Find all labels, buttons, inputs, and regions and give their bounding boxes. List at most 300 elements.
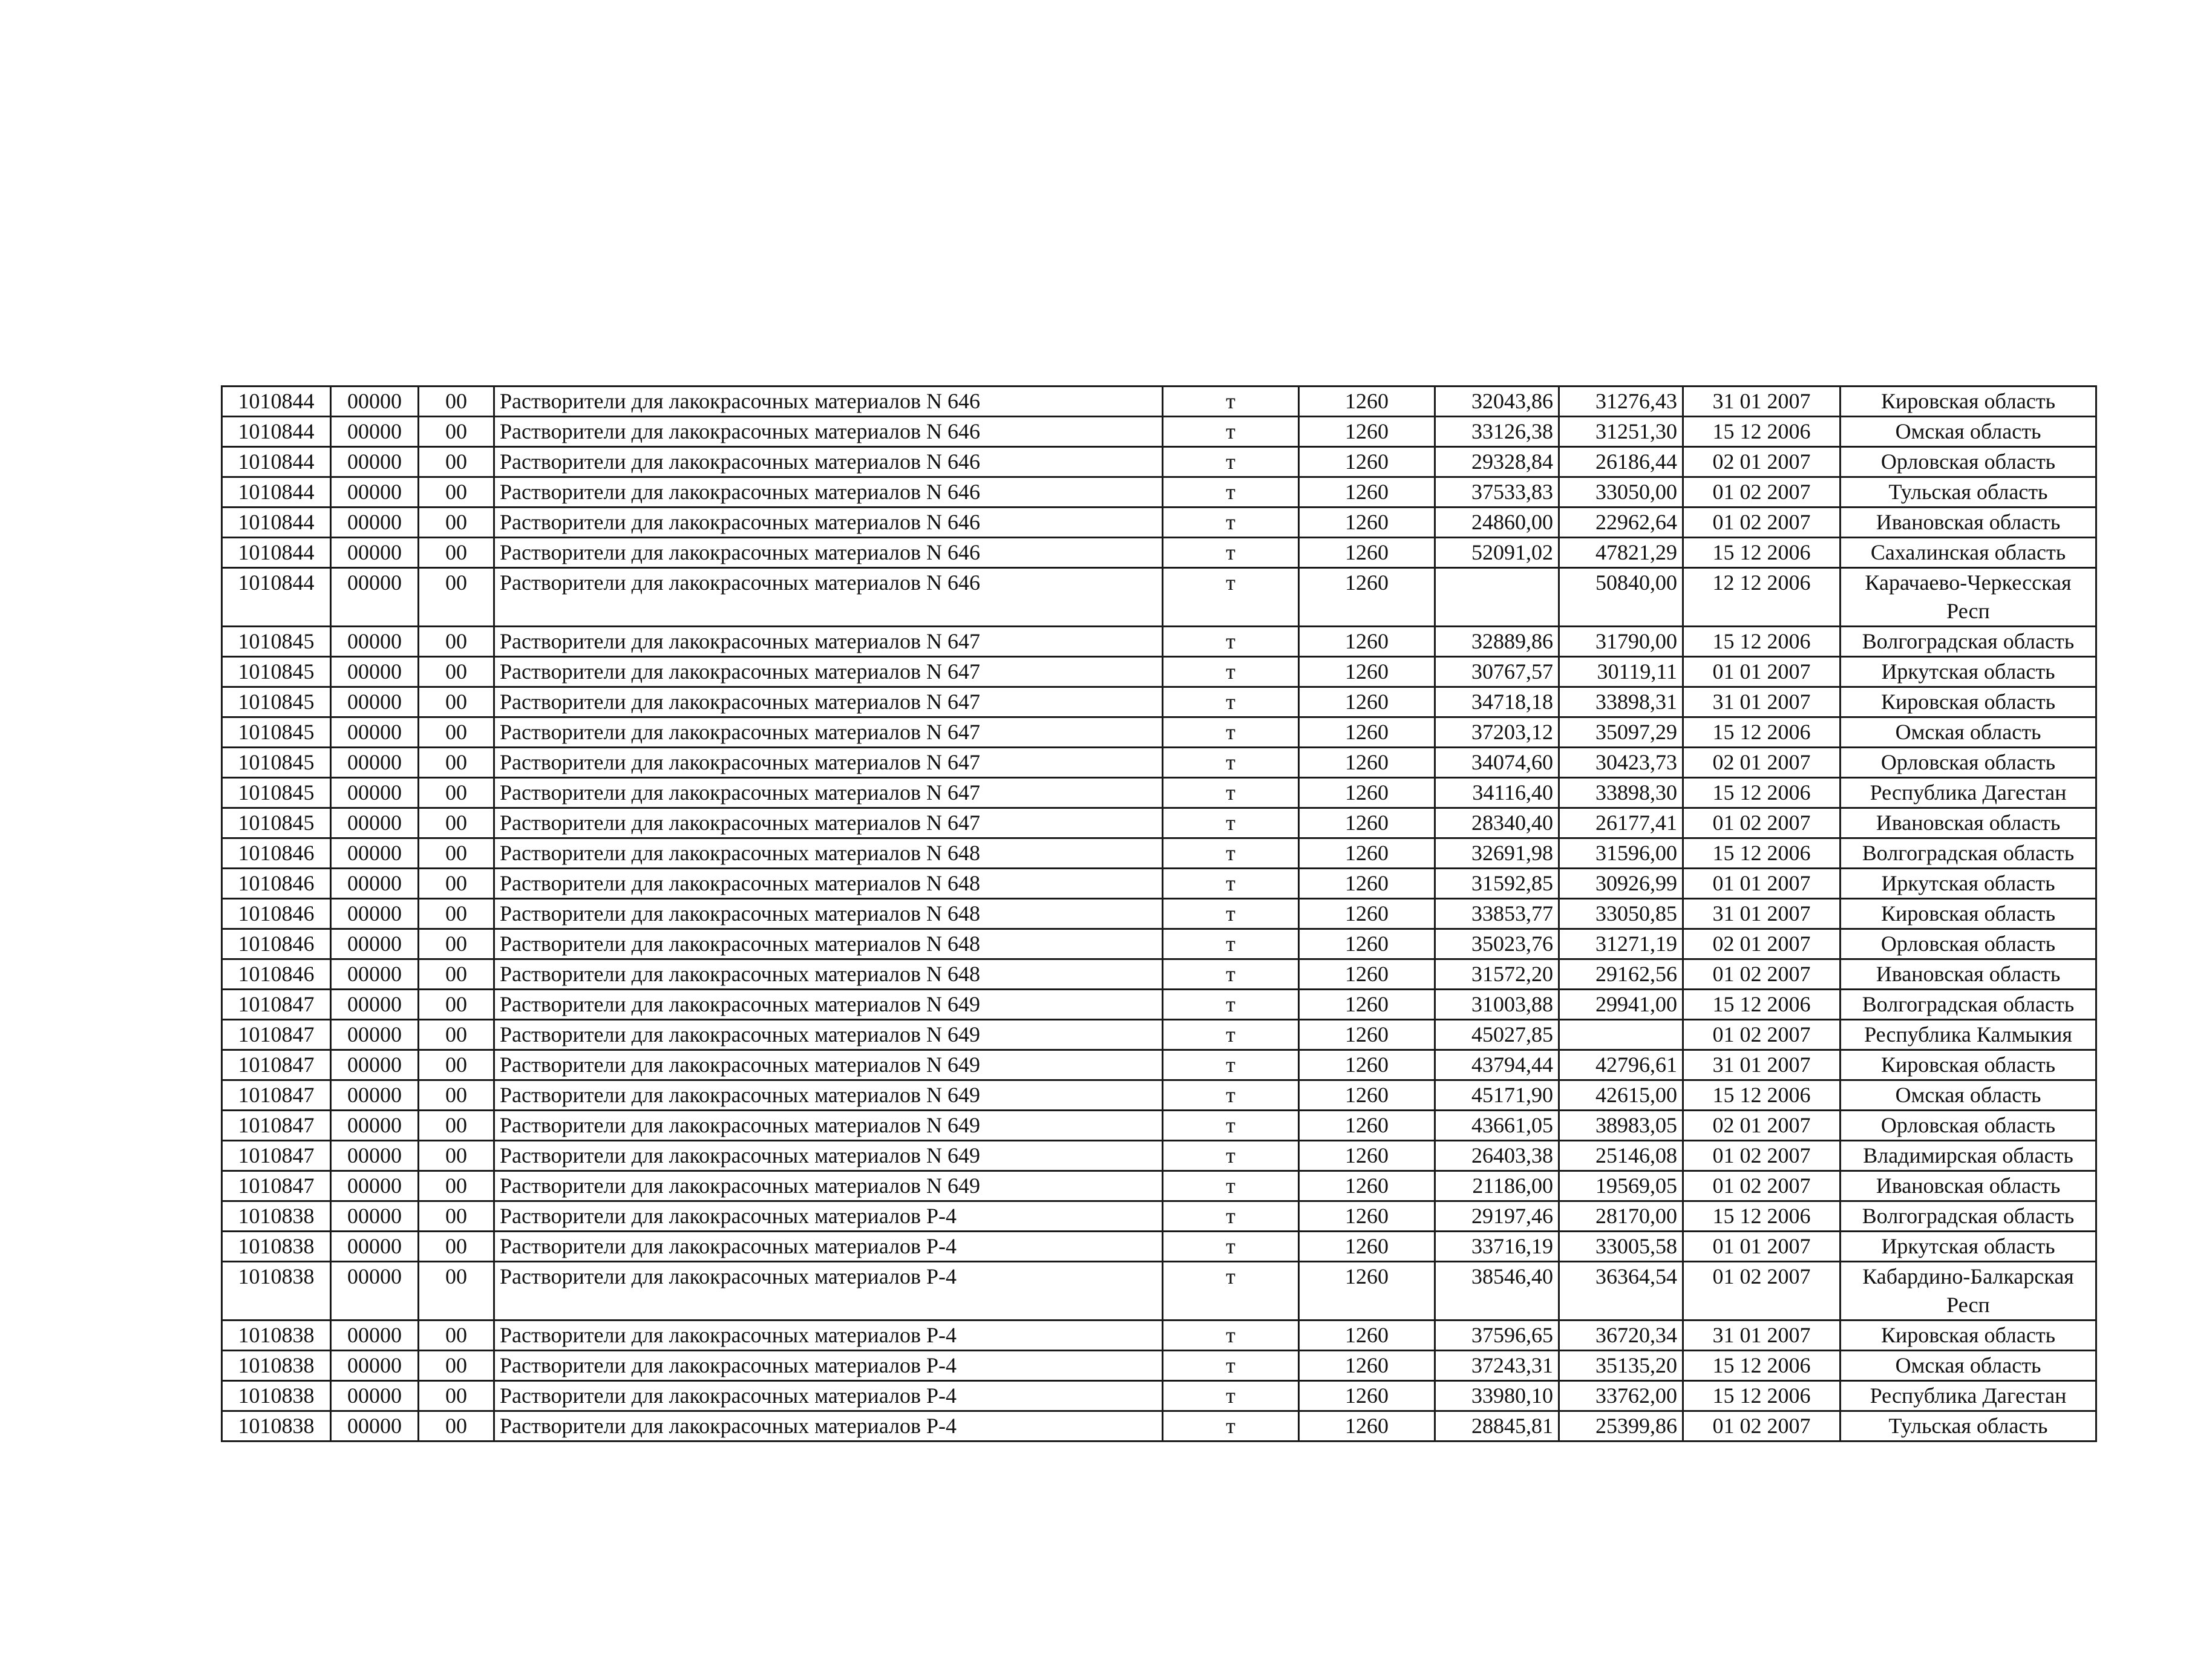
- date-cell: 15 12 2006: [1683, 417, 1841, 447]
- price-2-cell: 33762,00: [1559, 1381, 1683, 1411]
- variant-code-cell: 00: [419, 1050, 494, 1080]
- unit-cell: т: [1163, 1080, 1299, 1111]
- unit-cell: т: [1163, 778, 1299, 808]
- table-row: [222, 778, 2096, 808]
- unit-code-cell: 1260: [1299, 447, 1435, 477]
- price-2-cell: 42796,61: [1559, 1050, 1683, 1080]
- sub-code-cell: 00000: [331, 447, 419, 477]
- variant-code-cell: 00: [419, 748, 494, 778]
- variant-code-cell: 00: [419, 899, 494, 929]
- price-1-cell: 37596,65: [1435, 1321, 1559, 1351]
- price-1-cell: 45027,85: [1435, 1020, 1559, 1050]
- price-1-cell: 26403,38: [1435, 1141, 1559, 1171]
- sub-code-cell: 00000: [331, 1232, 419, 1262]
- product-code-cell: 1010838: [222, 1201, 331, 1232]
- variant-code-cell: 00: [419, 808, 494, 838]
- unit-cell: т: [1163, 1171, 1299, 1201]
- unit-cell: т: [1163, 538, 1299, 568]
- price-1-cell: 52091,02: [1435, 538, 1559, 568]
- date-cell: 15 12 2006: [1683, 990, 1841, 1020]
- product-code-cell: 1010845: [222, 657, 331, 687]
- date-cell: 01 02 2007: [1683, 1171, 1841, 1201]
- price-2-cell: 33005,58: [1559, 1232, 1683, 1262]
- product-name-cell: Растворители для лакокрасочных материалов N 649: [494, 1080, 1163, 1111]
- price-table: [221, 385, 2097, 1442]
- price-2-cell: 30423,73: [1559, 748, 1683, 778]
- price-1-cell: 38546,40: [1435, 1262, 1559, 1321]
- date-cell: 31 01 2007: [1683, 899, 1841, 929]
- table-row: [222, 869, 2096, 899]
- unit-cell: т: [1163, 508, 1299, 538]
- price-2-cell: 29162,56: [1559, 959, 1683, 990]
- product-name-cell: Растворители для лакокрасочных материалов Р-4: [494, 1321, 1163, 1351]
- unit-code-cell: 1260: [1299, 1262, 1435, 1321]
- product-name-cell: Растворители для лакокрасочных материалов N 647: [494, 808, 1163, 838]
- unit-code-cell: 1260: [1299, 959, 1435, 990]
- table-row: [222, 748, 2096, 778]
- unit-cell: т: [1163, 717, 1299, 748]
- product-code-cell: 1010844: [222, 387, 331, 417]
- region-cell: Кировская область: [1841, 1321, 2096, 1351]
- table-row: [222, 1111, 2096, 1141]
- sub-code-cell: 00000: [331, 748, 419, 778]
- price-2-cell: 42615,00: [1559, 1080, 1683, 1111]
- product-code-cell: 1010838: [222, 1381, 331, 1411]
- date-cell: 01 02 2007: [1683, 508, 1841, 538]
- price-2-cell: 25399,86: [1559, 1411, 1683, 1442]
- price-2-cell: 31276,43: [1559, 387, 1683, 417]
- sub-code-cell: 00000: [331, 1201, 419, 1232]
- sub-code-cell: 00000: [331, 627, 419, 657]
- unit-code-cell: 1260: [1299, 687, 1435, 717]
- unit-cell: т: [1163, 1351, 1299, 1381]
- variant-code-cell: 00: [419, 1141, 494, 1171]
- sub-code-cell: 00000: [331, 508, 419, 538]
- price-2-cell: 38983,05: [1559, 1111, 1683, 1141]
- sub-code-cell: 00000: [331, 959, 419, 990]
- region-cell: Республика Калмыкия: [1841, 1020, 2096, 1050]
- unit-code-cell: 1260: [1299, 627, 1435, 657]
- table-row: [222, 417, 2096, 447]
- table-row: [222, 1411, 2096, 1442]
- price-2-cell: 26177,41: [1559, 808, 1683, 838]
- date-cell: 02 01 2007: [1683, 748, 1841, 778]
- table-row: [222, 447, 2096, 477]
- variant-code-cell: 00: [419, 929, 494, 959]
- table-row: [222, 1020, 2096, 1050]
- product-code-cell: 1010838: [222, 1411, 331, 1442]
- product-code-cell: 1010838: [222, 1232, 331, 1262]
- price-1-cell: 21186,00: [1435, 1171, 1559, 1201]
- table-row: [222, 387, 2096, 417]
- variant-code-cell: 00: [419, 657, 494, 687]
- unit-code-cell: 1260: [1299, 899, 1435, 929]
- price-2-cell: 30926,99: [1559, 869, 1683, 899]
- unit-code-cell: 1260: [1299, 1411, 1435, 1442]
- region-cell: Карачаево-Черкесская Респ: [1841, 568, 2096, 627]
- unit-code-cell: 1260: [1299, 1171, 1435, 1201]
- price-1-cell: 33716,19: [1435, 1232, 1559, 1262]
- sub-code-cell: 00000: [331, 1020, 419, 1050]
- unit-cell: т: [1163, 1141, 1299, 1171]
- price-1-cell: 37243,31: [1435, 1351, 1559, 1381]
- price-1-cell: 32691,98: [1435, 838, 1559, 869]
- price-2-cell: 36364,54: [1559, 1262, 1683, 1321]
- date-cell: 02 01 2007: [1683, 447, 1841, 477]
- unit-code-cell: 1260: [1299, 1050, 1435, 1080]
- variant-code-cell: 00: [419, 1111, 494, 1141]
- product-code-cell: 1010845: [222, 627, 331, 657]
- unit-cell: т: [1163, 387, 1299, 417]
- unit-cell: т: [1163, 447, 1299, 477]
- unit-code-cell: 1260: [1299, 1111, 1435, 1141]
- sub-code-cell: 00000: [331, 838, 419, 869]
- table-row: [222, 1171, 2096, 1201]
- sub-code-cell: 00000: [331, 717, 419, 748]
- product-name-cell: Растворители для лакокрасочных материалов Р-4: [494, 1232, 1163, 1262]
- product-code-cell: 1010847: [222, 1171, 331, 1201]
- sub-code-cell: 00000: [331, 687, 419, 717]
- price-1-cell: 43661,05: [1435, 1111, 1559, 1141]
- product-code-cell: 1010838: [222, 1262, 331, 1321]
- product-name-cell: Растворители для лакокрасочных материалов N 649: [494, 1111, 1163, 1141]
- date-cell: 02 01 2007: [1683, 929, 1841, 959]
- region-cell: Орловская область: [1841, 748, 2096, 778]
- price-1-cell: 43794,44: [1435, 1050, 1559, 1080]
- price-1-cell: 37533,83: [1435, 477, 1559, 508]
- table-row: [222, 568, 2096, 627]
- region-cell: Волгоградская область: [1841, 1201, 2096, 1232]
- variant-code-cell: 00: [419, 538, 494, 568]
- region-cell: Кировская область: [1841, 687, 2096, 717]
- region-cell: Ивановская область: [1841, 959, 2096, 990]
- price-2-cell: 28170,00: [1559, 1201, 1683, 1232]
- price-2-cell: 31596,00: [1559, 838, 1683, 869]
- unit-code-cell: 1260: [1299, 717, 1435, 748]
- price-2-cell: 30119,11: [1559, 657, 1683, 687]
- price-table-body: [222, 387, 2096, 1442]
- product-name-cell: Растворители для лакокрасочных материалов N 646: [494, 417, 1163, 447]
- table-row: [222, 657, 2096, 687]
- date-cell: 15 12 2006: [1683, 1351, 1841, 1381]
- sub-code-cell: 00000: [331, 477, 419, 508]
- variant-code-cell: 00: [419, 959, 494, 990]
- product-name-cell: Растворители для лакокрасочных материалов Р-4: [494, 1201, 1163, 1232]
- unit-code-cell: 1260: [1299, 1020, 1435, 1050]
- product-name-cell: Растворители для лакокрасочных материалов N 646: [494, 477, 1163, 508]
- unit-code-cell: 1260: [1299, 477, 1435, 508]
- unit-code-cell: 1260: [1299, 387, 1435, 417]
- price-2-cell: 33898,30: [1559, 778, 1683, 808]
- product-code-cell: 1010844: [222, 508, 331, 538]
- price-2-cell: 50840,00: [1559, 568, 1683, 627]
- variant-code-cell: 00: [419, 1080, 494, 1111]
- price-1-cell: 33980,10: [1435, 1381, 1559, 1411]
- date-cell: 15 12 2006: [1683, 717, 1841, 748]
- product-name-cell: Растворители для лакокрасочных материалов N 647: [494, 657, 1163, 687]
- unit-code-cell: 1260: [1299, 568, 1435, 627]
- product-name-cell: Растворители для лакокрасочных материалов N 648: [494, 899, 1163, 929]
- region-cell: Омская область: [1841, 417, 2096, 447]
- region-cell: Владимирская область: [1841, 1141, 2096, 1171]
- product-name-cell: Растворители для лакокрасочных материалов N 646: [494, 568, 1163, 627]
- variant-code-cell: 00: [419, 1411, 494, 1442]
- product-code-cell: 1010846: [222, 959, 331, 990]
- sub-code-cell: 00000: [331, 929, 419, 959]
- price-1-cell: 37203,12: [1435, 717, 1559, 748]
- price-1-cell: 33853,77: [1435, 899, 1559, 929]
- sub-code-cell: 00000: [331, 1171, 419, 1201]
- price-2-cell: 33898,31: [1559, 687, 1683, 717]
- table-row: [222, 477, 2096, 508]
- unit-code-cell: 1260: [1299, 1321, 1435, 1351]
- product-code-cell: 1010847: [222, 990, 331, 1020]
- date-cell: 02 01 2007: [1683, 1111, 1841, 1141]
- region-cell: Орловская область: [1841, 929, 2096, 959]
- variant-code-cell: 00: [419, 417, 494, 447]
- date-cell: 15 12 2006: [1683, 538, 1841, 568]
- unit-cell: т: [1163, 1111, 1299, 1141]
- price-1-cell: 34074,60: [1435, 748, 1559, 778]
- region-cell: Кировская область: [1841, 387, 2096, 417]
- variant-code-cell: 00: [419, 1171, 494, 1201]
- unit-code-cell: 1260: [1299, 838, 1435, 869]
- table-row: [222, 1050, 2096, 1080]
- variant-code-cell: 00: [419, 627, 494, 657]
- sub-code-cell: 00000: [331, 990, 419, 1020]
- price-2-cell: 31251,30: [1559, 417, 1683, 447]
- sub-code-cell: 00000: [331, 899, 419, 929]
- price-1-cell: 28340,40: [1435, 808, 1559, 838]
- unit-cell: т: [1163, 568, 1299, 627]
- unit-cell: т: [1163, 1411, 1299, 1442]
- price-2-cell: 29941,00: [1559, 990, 1683, 1020]
- unit-code-cell: 1260: [1299, 1141, 1435, 1171]
- price-1-cell: 34718,18: [1435, 687, 1559, 717]
- unit-cell: т: [1163, 748, 1299, 778]
- unit-cell: т: [1163, 959, 1299, 990]
- sub-code-cell: 00000: [331, 1411, 419, 1442]
- sub-code-cell: 00000: [331, 387, 419, 417]
- region-cell: Волгоградская область: [1841, 838, 2096, 869]
- unit-cell: т: [1163, 1201, 1299, 1232]
- product-code-cell: 1010846: [222, 899, 331, 929]
- sub-code-cell: 00000: [331, 1050, 419, 1080]
- variant-code-cell: 00: [419, 568, 494, 627]
- date-cell: 01 02 2007: [1683, 1141, 1841, 1171]
- price-2-cell: 33050,85: [1559, 899, 1683, 929]
- date-cell: 31 01 2007: [1683, 1050, 1841, 1080]
- date-cell: 15 12 2006: [1683, 1201, 1841, 1232]
- region-cell: Орловская область: [1841, 447, 2096, 477]
- variant-code-cell: 00: [419, 1262, 494, 1321]
- sub-code-cell: 00000: [331, 417, 419, 447]
- unit-cell: т: [1163, 417, 1299, 447]
- date-cell: 31 01 2007: [1683, 387, 1841, 417]
- date-cell: 01 02 2007: [1683, 1020, 1841, 1050]
- unit-code-cell: 1260: [1299, 869, 1435, 899]
- date-cell: 01 02 2007: [1683, 959, 1841, 990]
- product-code-cell: 1010847: [222, 1141, 331, 1171]
- product-name-cell: Растворители для лакокрасочных материалов N 648: [494, 838, 1163, 869]
- product-name-cell: Растворители для лакокрасочных материалов N 647: [494, 627, 1163, 657]
- product-code-cell: 1010844: [222, 538, 331, 568]
- region-cell: Волгоградская область: [1841, 990, 2096, 1020]
- unit-cell: т: [1163, 477, 1299, 508]
- table-row: [222, 1351, 2096, 1381]
- product-name-cell: Растворители для лакокрасочных материалов N 647: [494, 748, 1163, 778]
- unit-code-cell: 1260: [1299, 657, 1435, 687]
- region-cell: Тульская область: [1841, 477, 2096, 508]
- product-code-cell: 1010847: [222, 1111, 331, 1141]
- region-cell: Омская область: [1841, 717, 2096, 748]
- table-row: [222, 717, 2096, 748]
- price-2-cell: 31790,00: [1559, 627, 1683, 657]
- region-cell: Кировская область: [1841, 899, 2096, 929]
- unit-cell: т: [1163, 627, 1299, 657]
- product-code-cell: 1010838: [222, 1321, 331, 1351]
- variant-code-cell: 00: [419, 687, 494, 717]
- product-code-cell: 1010847: [222, 1020, 331, 1050]
- unit-code-cell: 1260: [1299, 538, 1435, 568]
- variant-code-cell: 00: [419, 508, 494, 538]
- price-1-cell: [1435, 568, 1559, 627]
- date-cell: 12 12 2006: [1683, 568, 1841, 627]
- unit-code-cell: 1260: [1299, 1232, 1435, 1262]
- product-code-cell: 1010847: [222, 1080, 331, 1111]
- product-name-cell: Растворители для лакокрасочных материалов N 646: [494, 387, 1163, 417]
- date-cell: 15 12 2006: [1683, 1381, 1841, 1411]
- variant-code-cell: 00: [419, 477, 494, 508]
- date-cell: 01 01 2007: [1683, 657, 1841, 687]
- product-name-cell: Растворители для лакокрасочных материалов N 649: [494, 1141, 1163, 1171]
- price-2-cell: 31271,19: [1559, 929, 1683, 959]
- date-cell: 01 01 2007: [1683, 1232, 1841, 1262]
- product-code-cell: 1010838: [222, 1351, 331, 1381]
- variant-code-cell: 00: [419, 1201, 494, 1232]
- price-1-cell: 32043,86: [1435, 387, 1559, 417]
- region-cell: Сахалинская область: [1841, 538, 2096, 568]
- unit-code-cell: 1260: [1299, 748, 1435, 778]
- unit-code-cell: 1260: [1299, 929, 1435, 959]
- unit-cell: т: [1163, 1381, 1299, 1411]
- product-code-cell: 1010847: [222, 1050, 331, 1080]
- table-row: [222, 838, 2096, 869]
- unit-cell: т: [1163, 687, 1299, 717]
- price-1-cell: 45171,90: [1435, 1080, 1559, 1111]
- table-row: [222, 1381, 2096, 1411]
- unit-cell: т: [1163, 1020, 1299, 1050]
- unit-cell: т: [1163, 899, 1299, 929]
- unit-code-cell: 1260: [1299, 1381, 1435, 1411]
- unit-code-cell: 1260: [1299, 1351, 1435, 1381]
- sub-code-cell: 00000: [331, 568, 419, 627]
- product-name-cell: Растворители для лакокрасочных материалов N 647: [494, 717, 1163, 748]
- sub-code-cell: 00000: [331, 1381, 419, 1411]
- region-cell: Республика Дагестан: [1841, 1381, 2096, 1411]
- region-cell: Омская область: [1841, 1080, 2096, 1111]
- variant-code-cell: 00: [419, 447, 494, 477]
- price-2-cell: 47821,29: [1559, 538, 1683, 568]
- unit-code-cell: 1260: [1299, 1201, 1435, 1232]
- product-code-cell: 1010844: [222, 477, 331, 508]
- product-name-cell: Растворители для лакокрасочных материалов Р-4: [494, 1411, 1163, 1442]
- product-code-cell: 1010845: [222, 778, 331, 808]
- price-1-cell: 29328,84: [1435, 447, 1559, 477]
- region-cell: Ивановская область: [1841, 1171, 2096, 1201]
- variant-code-cell: 00: [419, 1020, 494, 1050]
- product-name-cell: Растворители для лакокрасочных материалов Р-4: [494, 1262, 1163, 1321]
- price-1-cell: 24860,00: [1435, 508, 1559, 538]
- price-2-cell: [1559, 1020, 1683, 1050]
- variant-code-cell: 00: [419, 1321, 494, 1351]
- region-cell: Республика Дагестан: [1841, 778, 2096, 808]
- unit-code-cell: 1260: [1299, 778, 1435, 808]
- region-cell: Волгоградская область: [1841, 627, 2096, 657]
- unit-cell: т: [1163, 657, 1299, 687]
- table-row: [222, 1232, 2096, 1262]
- price-1-cell: 28845,81: [1435, 1411, 1559, 1442]
- price-1-cell: 32889,86: [1435, 627, 1559, 657]
- table-row: [222, 1201, 2096, 1232]
- price-2-cell: 25146,08: [1559, 1141, 1683, 1171]
- date-cell: 01 02 2007: [1683, 477, 1841, 508]
- date-cell: 31 01 2007: [1683, 687, 1841, 717]
- product-name-cell: Растворители для лакокрасочных материалов N 649: [494, 1171, 1163, 1201]
- table-row: [222, 1080, 2096, 1111]
- date-cell: 15 12 2006: [1683, 778, 1841, 808]
- variant-code-cell: 00: [419, 1232, 494, 1262]
- price-1-cell: 31592,85: [1435, 869, 1559, 899]
- unit-code-cell: 1260: [1299, 808, 1435, 838]
- table-row: [222, 1141, 2096, 1171]
- product-code-cell: 1010844: [222, 447, 331, 477]
- date-cell: 15 12 2006: [1683, 627, 1841, 657]
- product-name-cell: Растворители для лакокрасочных материалов N 649: [494, 1020, 1163, 1050]
- price-1-cell: 31572,20: [1435, 959, 1559, 990]
- region-cell: Иркутская область: [1841, 869, 2096, 899]
- unit-code-cell: 1260: [1299, 508, 1435, 538]
- sub-code-cell: 00000: [331, 869, 419, 899]
- price-1-cell: 33126,38: [1435, 417, 1559, 447]
- product-code-cell: 1010845: [222, 717, 331, 748]
- unit-cell: т: [1163, 1050, 1299, 1080]
- date-cell: 15 12 2006: [1683, 838, 1841, 869]
- sub-code-cell: 00000: [331, 808, 419, 838]
- table-row: [222, 627, 2096, 657]
- unit-code-cell: 1260: [1299, 990, 1435, 1020]
- sub-code-cell: 00000: [331, 1351, 419, 1381]
- sub-code-cell: 00000: [331, 1111, 419, 1141]
- table-row: [222, 990, 2096, 1020]
- region-cell: Иркутская область: [1841, 657, 2096, 687]
- sub-code-cell: 00000: [331, 1141, 419, 1171]
- price-1-cell: 34116,40: [1435, 778, 1559, 808]
- price-1-cell: 31003,88: [1435, 990, 1559, 1020]
- date-cell: 01 02 2007: [1683, 1411, 1841, 1442]
- unit-cell: т: [1163, 869, 1299, 899]
- product-name-cell: Растворители для лакокрасочных материалов N 649: [494, 1050, 1163, 1080]
- product-name-cell: Растворители для лакокрасочных материалов N 649: [494, 990, 1163, 1020]
- table-row: [222, 959, 2096, 990]
- unit-cell: т: [1163, 1232, 1299, 1262]
- price-2-cell: 19569,05: [1559, 1171, 1683, 1201]
- sub-code-cell: 00000: [331, 1262, 419, 1321]
- sub-code-cell: 00000: [331, 538, 419, 568]
- sub-code-cell: 00000: [331, 778, 419, 808]
- region-cell: Орловская область: [1841, 1111, 2096, 1141]
- variant-code-cell: 00: [419, 1381, 494, 1411]
